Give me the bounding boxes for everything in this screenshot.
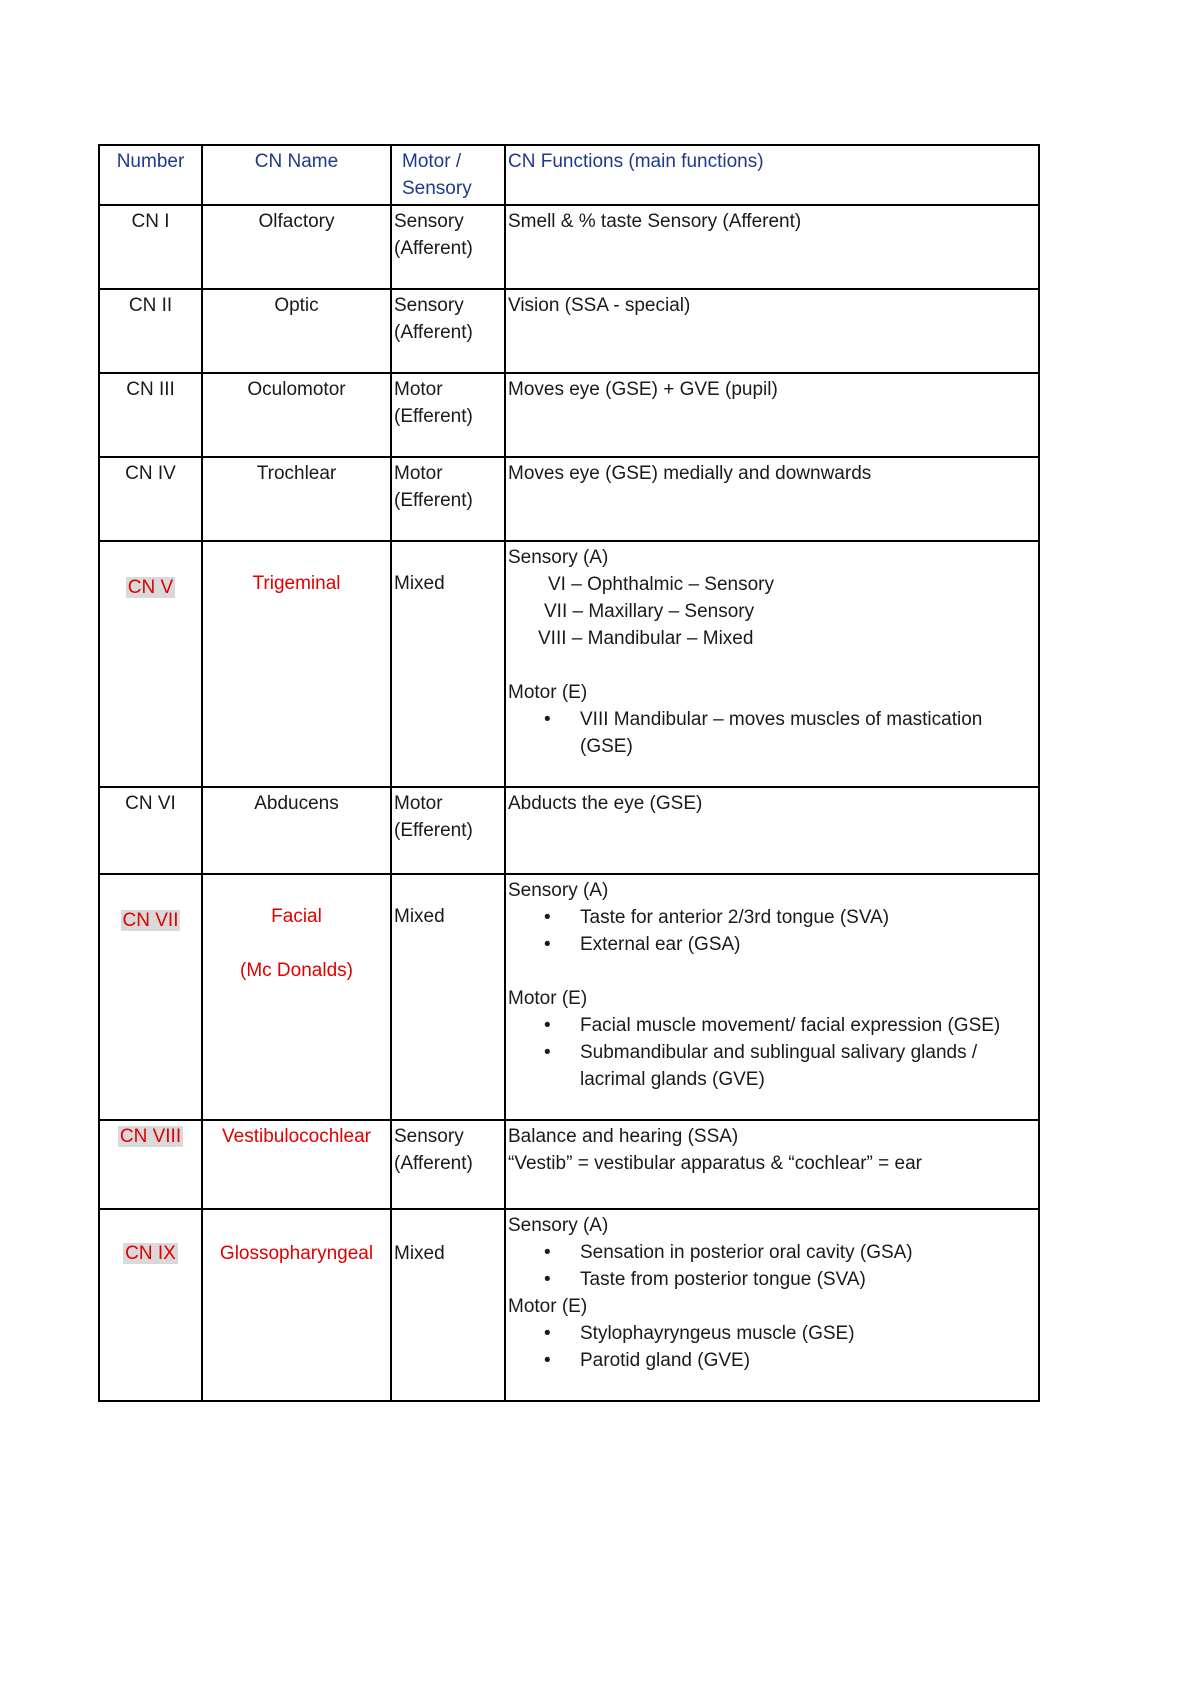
cell-name: Oculomotor — [202, 373, 391, 457]
cell-function — [505, 541, 1039, 787]
table-row — [99, 541, 1039, 787]
list-item: • Sensation in posterior oral cavity (GSA) — [508, 1239, 1036, 1266]
header-motor-sensory-line1: Motor / — [402, 151, 462, 172]
table-row — [99, 289, 1039, 373]
list-item: • Taste for anterior 2/3rd tongue (SVA) — [508, 904, 1036, 931]
cell-number: CN III — [99, 373, 202, 457]
type-line2: (Afferent) — [394, 238, 473, 259]
table-row — [99, 874, 1039, 1120]
cell-function — [505, 1209, 1039, 1401]
cell-number — [99, 1120, 202, 1209]
sensory-bullet-list — [508, 904, 1036, 958]
name-note: (Mc Donalds) — [240, 960, 353, 981]
header-number: Number — [99, 145, 202, 205]
cell-name: Olfactory — [202, 205, 391, 289]
cell-type: Mixed — [391, 541, 505, 787]
type-line2: (Efferent) — [394, 406, 473, 427]
sensory-heading: Sensory (A) — [508, 880, 609, 901]
cell-type: Mixed — [391, 874, 505, 1120]
highlighted-number: CN V — [127, 577, 174, 598]
cell-type: Mixed — [391, 1209, 505, 1401]
cell-number: CN II — [99, 289, 202, 373]
sensory-heading: Sensory (A) — [508, 547, 609, 568]
highlighted-number: CN VIII — [119, 1126, 182, 1147]
cell-function — [505, 1120, 1039, 1209]
cell-name: Abducens — [202, 787, 391, 874]
type-line2: (Efferent) — [394, 820, 473, 841]
cell-name: Glossopharyngeal — [202, 1209, 391, 1401]
highlighted-number: CN IX — [125, 1243, 176, 1264]
spacer — [508, 652, 1036, 679]
cell-function: Abducts the eye (GSE) — [505, 787, 1039, 874]
type-line2: (Afferent) — [394, 1153, 473, 1174]
type-line2: (Efferent) — [394, 490, 473, 511]
sensory-line: VIII – Mandibular – Mixed — [538, 628, 754, 649]
type-line1: Sensory — [394, 295, 464, 316]
sensory-line: VII – Maxillary – Sensory — [544, 601, 755, 622]
motor-bullet-list — [508, 1320, 1036, 1374]
list-item: • External ear (GSA) — [508, 931, 1036, 958]
list-item: • VIII Mandibular – moves muscles of mastication (GSE) — [508, 706, 1036, 760]
cell-name: Trigeminal — [202, 541, 391, 787]
sensory-bullet-list — [508, 1239, 1036, 1293]
sensory-heading: Sensory (A) — [508, 1215, 609, 1236]
type-line1: Sensory — [394, 211, 464, 232]
cell-function — [505, 874, 1039, 1120]
cell-type — [391, 373, 505, 457]
header-motor-sensory-line2: Sensory — [402, 178, 472, 199]
type-line1: Motor — [394, 793, 443, 814]
table-header-row — [99, 145, 1039, 205]
highlighted-number: CN VII — [122, 910, 179, 931]
function-line1: Balance and hearing (SSA) — [508, 1126, 739, 1147]
table-row — [99, 457, 1039, 541]
cell-number: CN I — [99, 205, 202, 289]
cell-function: Moves eye (GSE) + GVE (pupil) — [505, 373, 1039, 457]
name-main: Facial — [271, 906, 322, 927]
table-row — [99, 1120, 1039, 1209]
motor-heading: Motor (E) — [508, 682, 588, 703]
cell-type — [391, 205, 505, 289]
cell-type — [391, 1120, 505, 1209]
cell-number: CN IV — [99, 457, 202, 541]
cell-type — [391, 289, 505, 373]
cell-number — [99, 541, 202, 787]
cell-function: Moves eye (GSE) medially and downwards — [505, 457, 1039, 541]
table-row — [99, 787, 1039, 874]
list-item: • Parotid gland (GVE) — [508, 1347, 1036, 1374]
type-line1: Sensory — [394, 1126, 464, 1147]
cell-name: Trochlear — [202, 457, 391, 541]
list-item: • Facial muscle movement/ facial expression (GSE) — [508, 1012, 1036, 1039]
motor-bullet-list — [508, 706, 1036, 760]
cell-function: Smell & % taste Sensory (Afferent) — [505, 205, 1039, 289]
function-line2: “Vestib” = vestibular apparatus & “cochlear” = ear — [508, 1153, 922, 1174]
list-item: • Stylophayryngeus muscle (GSE) — [508, 1320, 1036, 1347]
motor-heading: Motor (E) — [508, 1296, 588, 1317]
cell-type — [391, 457, 505, 541]
header-motor-sensory — [391, 145, 505, 205]
cranial-nerves-table — [98, 144, 1040, 1402]
spacer — [205, 930, 388, 957]
type-line2: (Afferent) — [394, 322, 473, 343]
table-row — [99, 205, 1039, 289]
type-line1: Motor — [394, 463, 443, 484]
motor-bullet-list — [508, 1012, 1036, 1093]
list-item: • Taste from posterior tongue (SVA) — [508, 1266, 1036, 1293]
cell-function: Vision (SSA - special) — [505, 289, 1039, 373]
header-cn-functions: CN Functions (main functions) — [505, 145, 1039, 205]
table-row — [99, 373, 1039, 457]
cell-type — [391, 787, 505, 874]
motor-heading: Motor (E) — [508, 988, 588, 1009]
header-cn-name: CN Name — [202, 145, 391, 205]
table-row — [99, 1209, 1039, 1401]
cell-number — [99, 874, 202, 1120]
list-item: • Submandibular and sublingual salivary glands / lacrimal glands (GVE) — [508, 1039, 1036, 1093]
cell-name: Optic — [202, 289, 391, 373]
type-line1: Motor — [394, 379, 443, 400]
spacer — [508, 958, 1036, 985]
sensory-line: VI – Ophthalmic – Sensory — [548, 574, 774, 595]
cell-number: CN VI — [99, 787, 202, 874]
cell-name: Vestibulocochlear — [202, 1120, 391, 1209]
cell-name — [202, 874, 391, 1120]
cell-number — [99, 1209, 202, 1401]
